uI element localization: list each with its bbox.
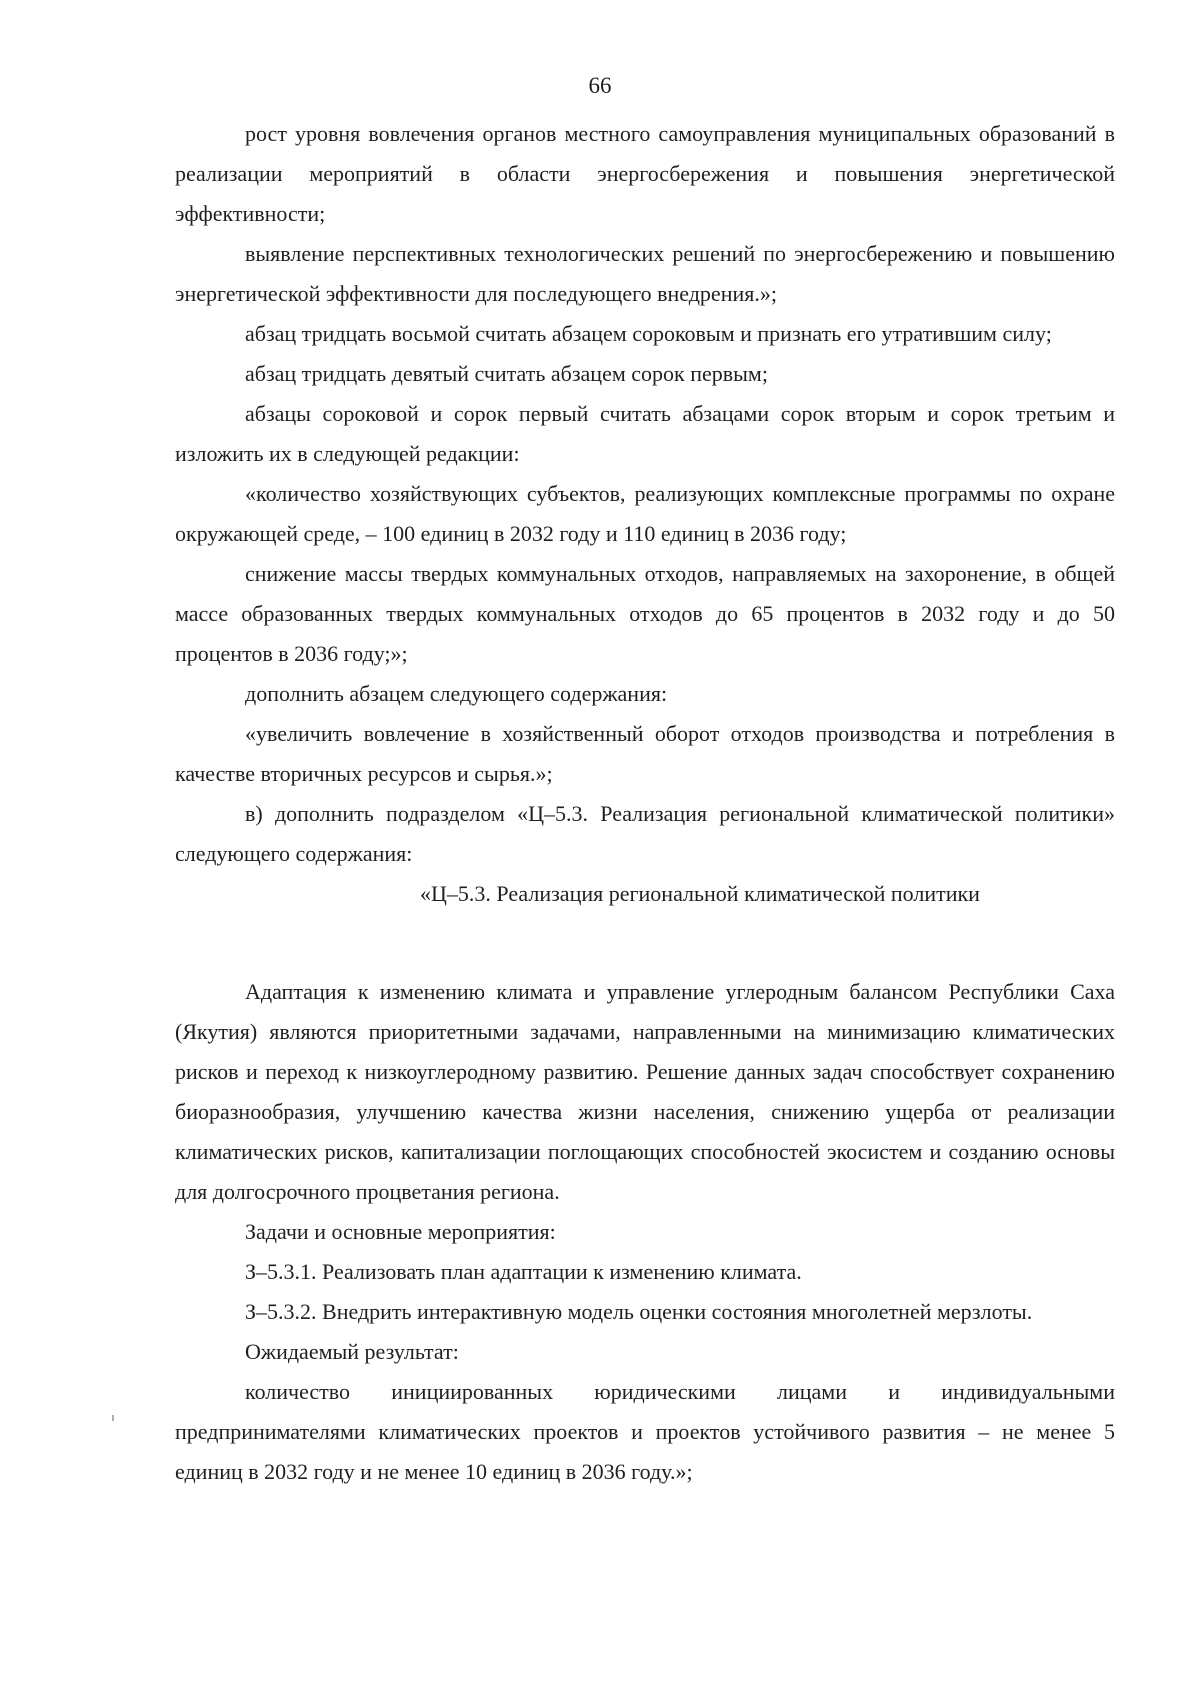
section-gap xyxy=(175,914,1115,972)
paragraph: З–5.3.2. Внедрить интерактивную модель оценки состояния многолетней мерзлоты. xyxy=(245,1299,1033,1324)
paragraph: Ожидаемый результат: xyxy=(245,1339,459,1364)
paragraph: Задачи и основные мероприятия: xyxy=(245,1219,556,1244)
paragraph: абзац тридцать восьмой считать абзацем сороковым и признать его утратившим силу; xyxy=(245,321,1052,346)
paragraph: количество инициированных юридическими лицами и индивидуальными предпринимателями климатических проектов и проектов устойчивого развития – не менее 5 единиц в 2032 году и не менее 10 единиц в 2036 году.»; xyxy=(175,1379,1115,1484)
paragraph: в) дополнить подразделом «Ц–5.3. Реализация региональной климатической политики» следующего содержания: xyxy=(175,801,1115,866)
scan-mark xyxy=(112,1415,114,1421)
subsection-heading: «Ц–5.3. Реализация региональной климатической политики xyxy=(420,881,980,906)
document-body xyxy=(175,114,1115,1492)
paragraph: абзацы сороковой и сорок первый считать абзацами сорок вторым и сорок третьим и изложить их в следующей редакции: xyxy=(175,401,1115,466)
paragraph: «количество хозяйствующих субъектов, реализующих комплексные программы по охране окружающей среде, – 100 единиц в 2032 году и 110 единиц в 2036 году; xyxy=(175,481,1115,546)
paragraph: абзац тридцать девятый считать абзацем сорок первым; xyxy=(245,361,768,386)
paragraph: З–5.3.1. Реализовать план адаптации к изменению климата. xyxy=(245,1259,802,1284)
paragraph: «увеличить вовлечение в хозяйственный оборот отходов производства и потребления в качестве вторичных ресурсов и сырья.»; xyxy=(175,721,1115,786)
page-number: 66 xyxy=(588,73,612,98)
paragraph: снижение массы твердых коммунальных отходов, направляемых на захоронение, в общей массе образованных твердых коммунальных отходов до 65 процентов в 2032 году и до 50 процентов в 2036 году;»; xyxy=(175,561,1115,666)
paragraph: выявление перспективных технологических решений по энергосбережению и повышению энергетической эффективности для последующего внедрения.»; xyxy=(175,241,1115,306)
paragraph: дополнить абзацем следующего содержания: xyxy=(245,681,668,706)
paragraph: Адаптация к изменению климата и управление углеродным балансом Республики Саха (Якутия) являются приоритетными задачами, направленными на минимизацию климатических рисков и переход к низкоуглеродному развитию. Решение данных задач способствует сохранению биоразнообразия, улучшению качества жизни населения, снижению ущерба от реализации климатических рисков, капитализации поглощающих способностей экосистем и созданию основы для долгосрочного процветания региона. xyxy=(175,979,1115,1204)
paragraph: рост уровня вовлечения органов местного самоуправления муниципальных образований в реализации мероприятий в области энергосбережения и повышения энергетической эффективности; xyxy=(175,121,1115,226)
